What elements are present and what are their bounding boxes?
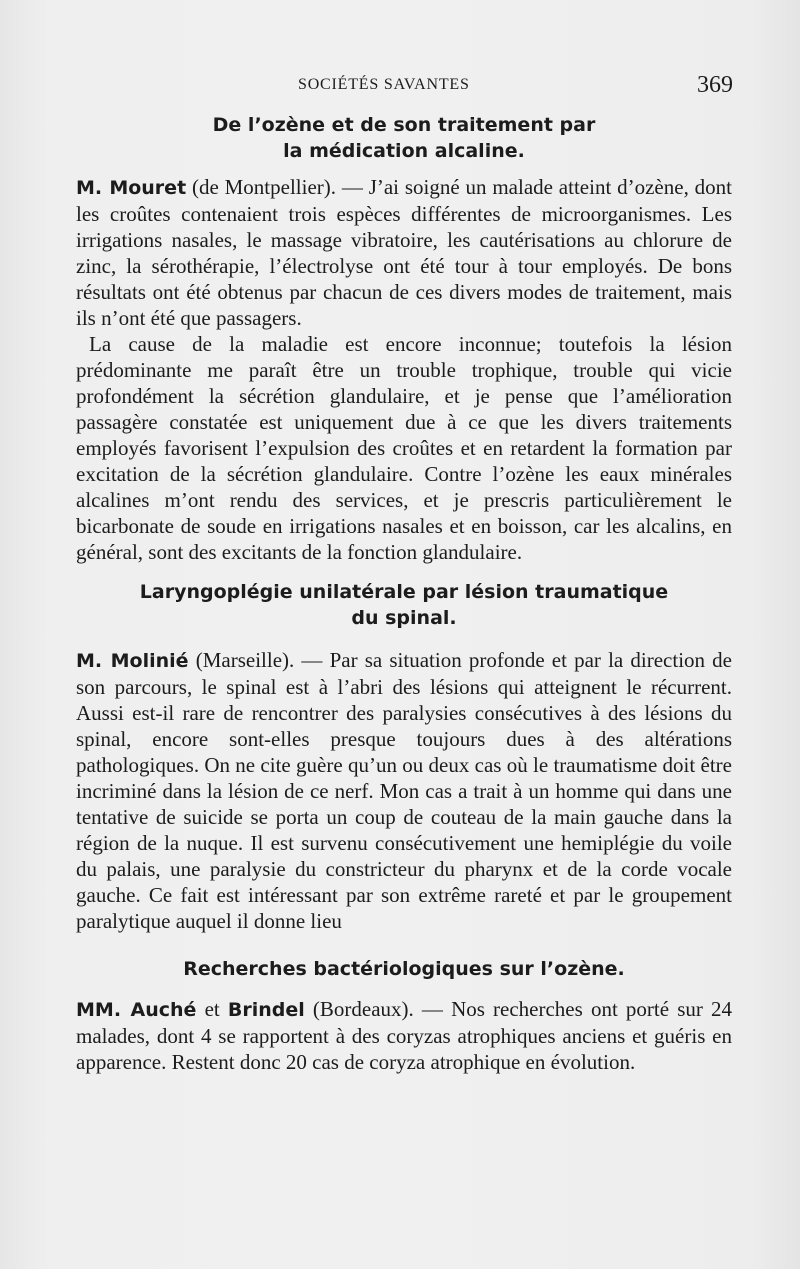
speaker-name: Brindel xyxy=(227,999,305,1021)
speaker-name: M. Molinié xyxy=(76,650,189,672)
paragraph-text: (Bordeaux). — Nos recherches ont porté sur 24 malades, dont 4 se rapportent à des coryzas atrophiques anciens et guéris en apparence. Restent donc 20 cas de coryza atrophique en évolution. xyxy=(76,997,732,1074)
section-title-line: Laryngoplégie unilatérale par lésion traumatique xyxy=(139,581,669,603)
paragraph-text: (de Montpellier). — J’ai soigné un malade atteint d’ozène, dont les croûtes contenaient trois espèces différentes de microorganismes. Les irrigations nasales, le massage vibratoire, les cautérisations au chlorure de zinc, la sérothérapie, l’électrolyse ont été tour à tour employés. De bons résultats ont été obtenus par chacun de ces divers modes de traitement, mais ils n’ont été que passagers. xyxy=(76,175,732,330)
speaker-name: M. Mouret xyxy=(76,177,187,199)
paragraph-molinie xyxy=(76,647,732,934)
section-title-line: la médication alcaline. xyxy=(283,140,525,162)
paragraph-mouret-2: La cause de la maladie est encore inconnue; toutefois la lésion prédominante me paraît être un trouble trophique, trouble qui vicie profondément la sécrétion glandulaire, et je pense que l’amélioration passagère constatée est uniquement due à ce que les divers traitements employés favorisent l’expulsion des croûtes et en retardent la formation par excitation de la sécrétion glandulaire. Contre l’ozène les eaux minérales alcalines m’ont rendu des services, et je prescris particulièrement le bicarbonate de soude en irrigations nasales et en boisson, car les alcalins, en général, sont des excitants de la fonction glandulaire. xyxy=(76,332,732,564)
section-title-line: Recherches bactériologiques sur l’ozène. xyxy=(183,958,625,980)
paragraph-mouret-1 xyxy=(76,174,732,331)
speaker-name: MM. Auché xyxy=(76,999,197,1021)
body-text xyxy=(76,112,732,1075)
section-title-recherches-bacteriologiques xyxy=(76,956,732,982)
page-number: 369 xyxy=(697,72,733,98)
speaker-connector: et xyxy=(196,997,228,1021)
section-title-line: De l’ozène et de son traitement par xyxy=(212,114,596,136)
section-title-ozene-traitement xyxy=(76,112,732,164)
page-header xyxy=(0,72,800,102)
running-head: SOCIÉTÉS SAVANTES xyxy=(298,76,470,93)
paragraph-auche-brindel xyxy=(76,996,732,1075)
paragraph-text: (Marseille). — Par sa situation profonde et par la direction de son parcours, le spinal est à l’abri des lésions qui atteignent le récurrent. Aussi est-il rare de rencontrer des paralysies consécutives à des lésions du spinal, encore sont-elles presque toujours dues à des altérations pathologiques. On ne cite guère qu’un ou deux cas où le traumatisme doit être incriminé dans la lésion de ce nerf. Mon cas a trait à un homme qui dans une tentative de suicide se porta un coup de couteau de la main gauche dans la région de la nuque. Il est survenu consécutivement une hemiplégie du voile du palais, une paralysie du constricteur du pharynx et de la corde vocale gauche. Ce fait est intéressant par son extrême rareté et par le groupement paralytique auquel il donne lieu xyxy=(76,648,733,933)
section-title-line: du spinal. xyxy=(351,607,457,629)
section-title-laryngoplegie xyxy=(76,579,732,631)
